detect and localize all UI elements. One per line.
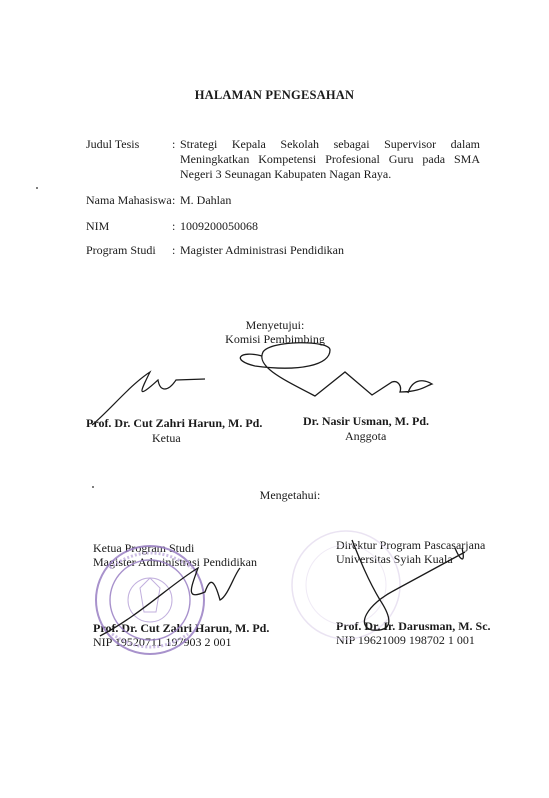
judul-label: Judul Tesis xyxy=(86,137,140,151)
left-signer-name: Prof. Dr. Cut Zahri Harun, M. Pd. xyxy=(93,621,270,635)
field-judul xyxy=(86,137,480,182)
nama-value: M. Dahlan xyxy=(180,193,232,207)
anggota-name: Dr. Nasir Usman, M. Pd. xyxy=(303,414,430,428)
right-title-line2: Universitas Syiah Kuala xyxy=(336,552,453,566)
left-title-line2: Magister Administrasi Pendidikan xyxy=(93,555,257,569)
approval-subheading: Komisi Pembimbing xyxy=(225,332,325,346)
ketua-role: Ketua xyxy=(152,431,181,445)
acknowledgement-heading: Mengetahui: xyxy=(259,488,321,502)
scan-speck xyxy=(36,187,38,189)
separator: : xyxy=(172,243,176,257)
field-prodi xyxy=(86,243,344,258)
signature-anggota xyxy=(240,343,432,396)
left-title-line1: Ketua Program Studi xyxy=(93,541,195,555)
right-signer-nip: NIP 19621009 198702 1 001 xyxy=(336,633,475,647)
page-title: HALAMAN PENGESAHAN xyxy=(194,88,355,102)
field-nama xyxy=(86,193,231,208)
prodi-label: Program Studi xyxy=(86,243,156,257)
separator: : xyxy=(172,219,176,233)
nim-label: NIM xyxy=(86,219,110,233)
prodi-value: Magister Administrasi Pendidikan xyxy=(180,243,344,257)
separator: : xyxy=(172,193,176,207)
field-nim xyxy=(86,219,258,234)
ketua-name: Prof. Dr. Cut Zahri Harun, M. Pd. xyxy=(86,416,263,430)
separator: : xyxy=(172,137,176,151)
judul-value: Strategi Kepala Sekolah sebagai Supervisor dalam Meningkatkan Kompetensi Profesional Guru pada SMA Negeri 3 Seunagan Kabupaten Nagan Raya. xyxy=(180,137,480,181)
nim-value: 1009200050068 xyxy=(180,219,258,233)
scan-speck xyxy=(92,486,94,488)
right-signer-name: Prof. Dr. Ir. Darusman, M. Sc. xyxy=(336,619,491,633)
right-title-line1: Direktur Program Pascasarjana xyxy=(336,538,486,552)
anggota-role: Anggota xyxy=(345,429,387,443)
approval-heading: Menyetujui: xyxy=(245,318,305,332)
left-signer-nip: NIP 19520711 197903 2 001 xyxy=(93,635,232,649)
nama-label: Nama Mahasiswa xyxy=(86,193,172,207)
